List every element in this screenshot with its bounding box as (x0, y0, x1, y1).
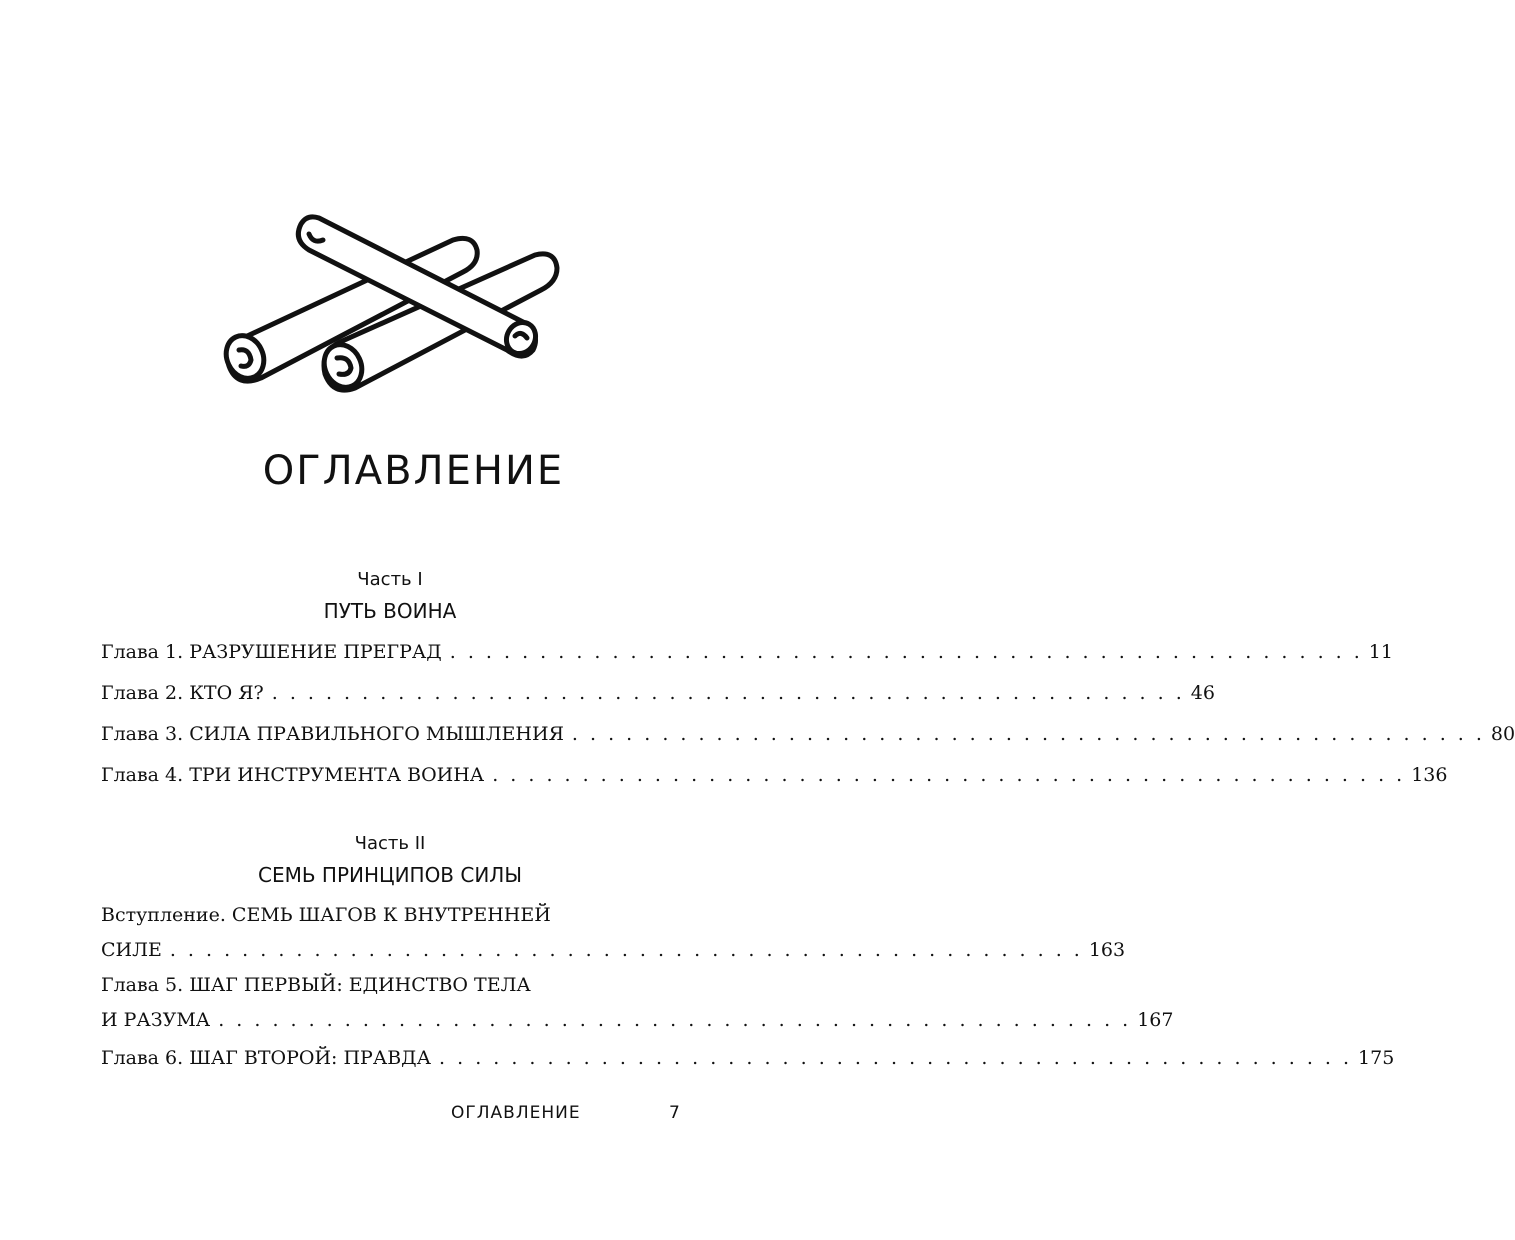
toc-entry[interactable] (101, 755, 1448, 796)
toc-entry[interactable] (101, 632, 1393, 673)
leader-dots: . . . . . . . . . . . . . . . . . . . . . . . . . . . . . . . . . . . . . . . . . . . . . . . . . . . (218, 1009, 1132, 1031)
toc-entry[interactable] (101, 898, 1126, 968)
crossed-sticks-icon (215, 210, 565, 400)
toc-entry-page: 11 (1368, 641, 1393, 663)
part-2-label: Часть II (354, 833, 426, 854)
toc-part-1 (101, 632, 1515, 796)
toc-entry-page: 46 (1190, 682, 1215, 704)
toc-entry-title: Глава 6. ШАГ ВТОРОЙ: ПРАВДА (101, 1047, 432, 1069)
leader-dots: . . . . . . . . . . . . . . . . . . . . . . . . . . . . . . . . . . . . . . . . . . . . . . . . . . . (169, 939, 1083, 961)
toc-entry-title: Глава 1. РАЗРУШЕНИЕ ПРЕГРАД (101, 641, 442, 663)
page-title: ОГЛАВЛЕНИЕ (262, 448, 565, 494)
toc-entry-page: 136 (1411, 764, 1448, 786)
toc-entry[interactable] (101, 968, 1174, 1038)
toc-part-2 (101, 898, 1395, 1079)
toc-entry-title-line-1: Вступление. СЕМЬ ШАГОВ К ВНУТРЕННЕЙ (101, 904, 551, 926)
leader-dots: . . . . . . . . . . . . . . . . . . . . . . . . . . . . . . . . . . . . . . . . . . . . . . . . . . . (449, 641, 1363, 663)
toc-entry-title-line-2: И РАЗУМА (101, 1009, 211, 1031)
toc-entry-page: 80 (1490, 723, 1515, 745)
toc-entry-title: Глава 4. ТРИ ИНСТРУМЕНТА ВОИНА (101, 764, 485, 786)
toc-entry[interactable] (101, 1038, 1395, 1079)
part-2-title: СЕМЬ ПРИНЦИПОВ СИЛЫ (258, 863, 522, 887)
toc-entry-page: 163 (1088, 939, 1126, 961)
toc-entry-title-line-1: Глава 5. ШАГ ПЕРВЫЙ: ЕДИНСТВО ТЕЛА (101, 974, 531, 996)
running-title: ОГЛАВЛЕНИЕ (451, 1103, 581, 1123)
page-number: 7 (669, 1103, 681, 1123)
toc-entry-title: Глава 2. КТО Я? (101, 682, 264, 704)
toc-entry[interactable] (101, 714, 1515, 755)
leader-dots: . . . . . . . . . . . . . . . . . . . . . . . . . . . . . . . . . . . . . . . . . . . . . . . . . . . (571, 723, 1485, 745)
part-1-title: ПУТЬ ВОИНА (323, 599, 457, 623)
toc-entry-title-line-2: СИЛЕ (101, 939, 162, 961)
leader-dots: . . . . . . . . . . . . . . . . . . . . . . . . . . . . . . . . . . . . . . . . . . . . . . . . . . . (492, 764, 1406, 786)
leader-dots: . . . . . . . . . . . . . . . . . . . . . . . . . . . . . . . . . . . . . . . . . . . . . . . . . . . (271, 682, 1185, 704)
leader-dots: . . . . . . . . . . . . . . . . . . . . . . . . . . . . . . . . . . . . . . . . . . . . . . . . . . . (439, 1047, 1353, 1069)
toc-entry-page: 175 (1358, 1047, 1395, 1069)
toc-entry-page: 167 (1137, 1009, 1174, 1031)
toc-entry-title: Глава 3. СИЛА ПРАВИЛЬНОГО МЫШЛЕНИЯ (101, 723, 564, 745)
part-1-label: Часть I (357, 569, 423, 590)
toc-entry[interactable] (101, 673, 1215, 714)
